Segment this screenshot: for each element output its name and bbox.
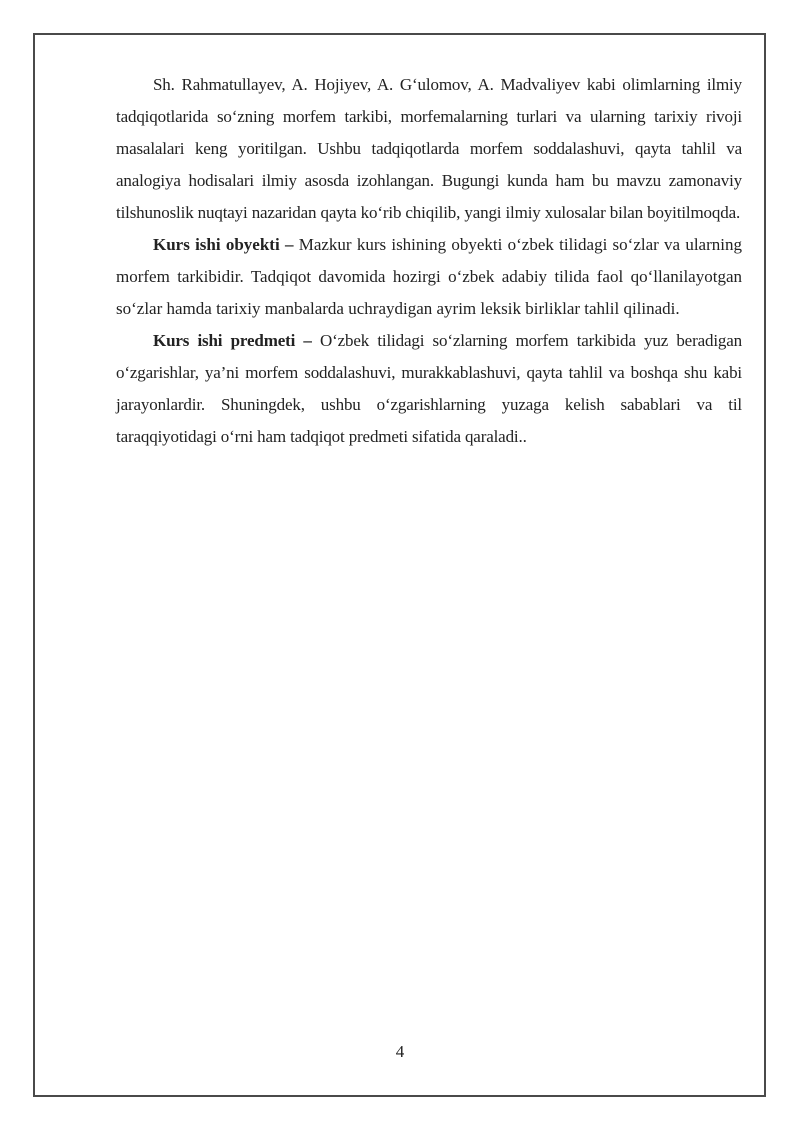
paragraph-object-text: Mazkur kurs ishining obyekti o‘zbek tilidagi so‘zlar va ularning morfem tarkibidir. Tadqiqot davomida hozirgi o‘zbek adabiy tilida faol qo‘llanilayotgan so‘zlar hamda tarixiy manbalarda uchraydigan ayrim leksik birliklar tahlil qilinadi. [116, 235, 742, 318]
paragraph-intro-text: Sh. Rahmatullayev, A. Hojiyev, A. G‘ulomov, A. Madvaliyev kabi olimlarning ilmiy tadqiqotlarida so‘zning morfem tarkibi, morfemalarning turlari va ularning tarixiy rivoji masalalari keng yoritilgan. Ushbu tadqiqotlarda morfem soddalashuvi, qayta tahlil va analogiya hodisalari ilmiy asosda izohlangan. Bugungi kunda ham bu mavzu zamonaviy tilshunoslik nuqtayi nazaridan qayta ko‘rib chiqilib, yangi ilmiy xulosalar bilan boyitilmoqda. [116, 75, 742, 222]
paragraph-object [116, 229, 742, 325]
paragraph-subject [116, 325, 742, 453]
paragraph-object-heading: Kurs ishi obyekti – [153, 235, 294, 254]
document-body [116, 69, 742, 453]
page-number: 4 [395, 1042, 405, 1061]
paragraph-intro [116, 69, 742, 229]
paragraph-subject-heading: Kurs ishi predmeti – [153, 331, 312, 350]
paragraph-subject-text: O‘zbek tilidagi so‘zlarning morfem tarkibida yuz beradigan o‘zgarishlar, ya’ni morfem soddalashuvi, murakkablashuvi, qayta tahlil va boshqa shu kabi jarayonlardir. Shuningdek, ushbu o‘zgarishlarning yuzaga kelish sabablari va til taraqqiyotidagi o‘rni ham tadqiqot predmeti sifatida qaraladi.. [116, 331, 742, 446]
